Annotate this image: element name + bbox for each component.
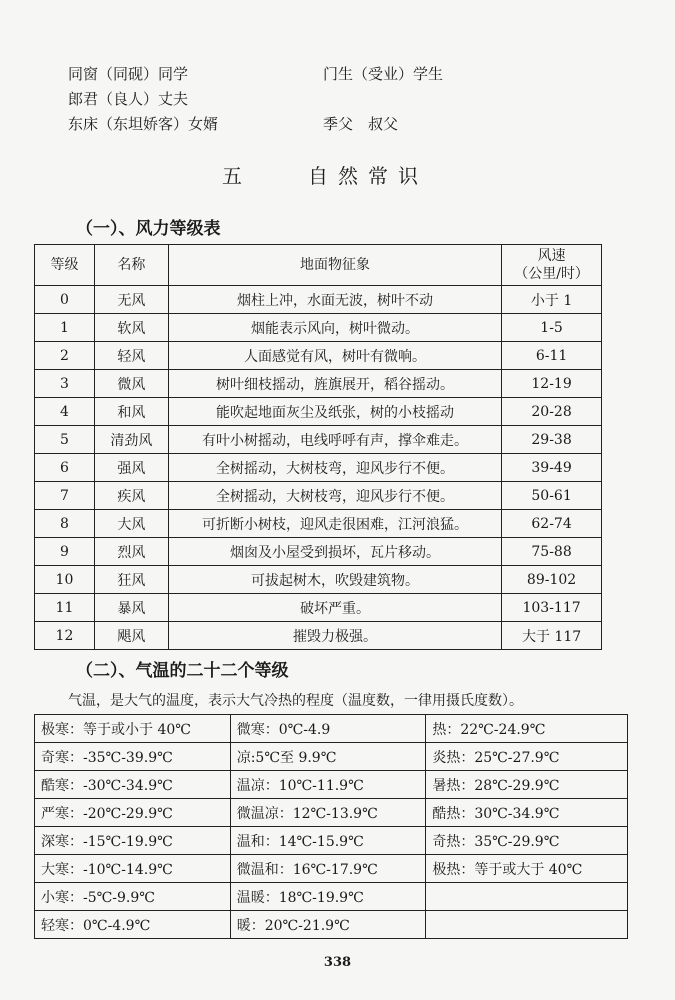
phenomenon-cell: 破坏严重。: [168, 594, 501, 622]
temperature-cell: 炎热：25℃-27.9℃: [426, 743, 628, 771]
phenomenon-cell: 可折断小树枝，迎风走很困难，江河浪猛。: [168, 510, 501, 538]
section-name: 自然常识: [308, 164, 428, 188]
level-cell: 9: [35, 538, 95, 566]
temperature-cell: 酷寒：-30℃-34.9℃: [35, 771, 231, 799]
table-row: [35, 715, 628, 743]
temperature-table: [34, 714, 628, 939]
name-cell: 软风: [94, 314, 168, 342]
table-row: [35, 911, 628, 939]
relation-term: 同窗（同砚）同学: [68, 65, 189, 83]
speed-cell: 12-19: [502, 370, 602, 398]
table-row: [35, 538, 602, 566]
temperature-cell: [426, 883, 628, 911]
table-row: [35, 622, 602, 650]
speed-cell: 62-74: [502, 510, 602, 538]
phenomenon-cell: 可拔起树木，吹毁建筑物。: [168, 566, 501, 594]
name-cell: 轻风: [94, 342, 168, 370]
temperature-cell: 奇寒：-35℃-39.9℃: [35, 743, 231, 771]
temperature-cell: 酷热：30℃-34.9℃: [426, 799, 628, 827]
temperature-heading: （二）、气温的二十二个等级: [76, 661, 289, 681]
speed-cell: 39-49: [502, 454, 602, 482]
table-row: [35, 771, 628, 799]
name-cell: 暴风: [94, 594, 168, 622]
table-row: [35, 342, 602, 370]
name-cell: 狂风: [94, 566, 168, 594]
header-level: 等级: [35, 245, 95, 286]
temperature-cell: 极热：等于或大于 40℃: [426, 855, 628, 883]
table-header-row: [35, 245, 602, 286]
temperature-cell: 温和：14℃-15.9℃: [230, 827, 426, 855]
level-cell: 12: [35, 622, 95, 650]
table-row: [35, 454, 602, 482]
table-row: [35, 510, 602, 538]
name-cell: 微风: [94, 370, 168, 398]
speed-cell: 小于 1: [502, 286, 602, 314]
table-row: [35, 566, 602, 594]
temperature-cell: 温凉：10℃-11.9℃: [230, 771, 426, 799]
temperature-cell: 严寒：-20℃-29.9℃: [35, 799, 231, 827]
wind-scale-table: [34, 244, 602, 650]
table-row: [35, 799, 628, 827]
speed-cell: 1-5: [502, 314, 602, 342]
name-cell: 飓风: [94, 622, 168, 650]
level-cell: 1: [35, 314, 95, 342]
temperature-cell: [426, 911, 628, 939]
temperature-cell: 微寒：0℃-4.9: [230, 715, 426, 743]
speed-cell: 50-61: [502, 482, 602, 510]
name-cell: 清劲风: [94, 426, 168, 454]
temperature-intro: 气温，是大气的温度，表示大气冷热的程度（温度数，一律用摄氏度数）。: [68, 693, 523, 709]
table-row: [35, 855, 628, 883]
page-number: 338: [323, 955, 352, 970]
temperature-cell: 温暖：18℃-19.9℃: [230, 883, 426, 911]
speed-cell: 89-102: [502, 566, 602, 594]
wind-scale-heading: （一）、风力等级表: [76, 219, 221, 239]
relation-row: [68, 112, 588, 137]
temperature-cell: 小寒：-5℃-9.9℃: [35, 883, 231, 911]
level-cell: 2: [35, 342, 95, 370]
speed-cell: 103-117: [502, 594, 602, 622]
temperature-cell: 凉:5℃至 9.9℃: [230, 743, 426, 771]
level-cell: 4: [35, 398, 95, 426]
level-cell: 7: [35, 482, 95, 510]
temperature-cell: 热：22℃-24.9℃: [426, 715, 628, 743]
wind-table-body: [35, 286, 602, 650]
relation-term: 东床（东坦娇客）女婿: [68, 115, 219, 133]
phenomenon-cell: 全树摇动，大树枝弯，迎风步行不便。: [168, 482, 501, 510]
relation-term: 季父 叔父: [323, 115, 399, 133]
table-row: [35, 398, 602, 426]
level-cell: 0: [35, 286, 95, 314]
speed-cell: 75-88: [502, 538, 602, 566]
name-cell: 无风: [94, 286, 168, 314]
level-cell: 8: [35, 510, 95, 538]
speed-cell: 大于 117: [502, 622, 602, 650]
temperature-cell: 微温凉：12℃-13.9℃: [230, 799, 426, 827]
level-cell: 6: [35, 454, 95, 482]
table-row: [35, 743, 628, 771]
relation-row: [68, 87, 588, 112]
speed-cell: 20-28: [502, 398, 602, 426]
table-row: [35, 314, 602, 342]
relation-terms: [68, 62, 588, 137]
temperature-table-body: [35, 715, 628, 939]
phenomenon-cell: 有叶小树摇动，电线呼呼有声，撑伞难走。: [168, 426, 501, 454]
speed-cell: 29-38: [502, 426, 602, 454]
temperature-cell: 深寒：-15℃-19.9℃: [35, 827, 231, 855]
table-row: [35, 883, 628, 911]
level-cell: 10: [35, 566, 95, 594]
phenomenon-cell: 能吹起地面灰尘及纸张，树的小枝摇动: [168, 398, 501, 426]
table-row: [35, 426, 602, 454]
relation-row: [68, 62, 588, 87]
table-row: [35, 286, 602, 314]
header-speed-line1: 风速: [537, 248, 566, 264]
name-cell: 大风: [94, 510, 168, 538]
name-cell: 和风: [94, 398, 168, 426]
level-cell: 3: [35, 370, 95, 398]
relation-term: 门生（受业）学生: [323, 65, 444, 83]
name-cell: 强风: [94, 454, 168, 482]
header-speed: [502, 245, 602, 286]
table-row: [35, 370, 602, 398]
header-speed-line2: （公里/时）: [514, 266, 589, 282]
temperature-cell: 暑热：28℃-29.9℃: [426, 771, 628, 799]
phenomenon-cell: 烟柱上冲，水面无波，树叶不动: [168, 286, 501, 314]
temperature-cell: 微温和：16℃-17.9℃: [230, 855, 426, 883]
name-cell: 烈风: [94, 538, 168, 566]
phenomenon-cell: 烟囱及小屋受到损坏，瓦片移动。: [168, 538, 501, 566]
phenomenon-cell: 树叶细枝摇动，旌旗展开，稻谷摇动。: [168, 370, 501, 398]
header-name: 名称: [94, 245, 168, 286]
speed-cell: 6-11: [502, 342, 602, 370]
table-row: [35, 482, 602, 510]
section-number: 五: [222, 164, 244, 188]
table-row: [35, 827, 628, 855]
phenomenon-cell: 全树摇动，大树枝弯，迎风步行不便。: [168, 454, 501, 482]
relation-term: 郎君（良人）丈夫: [68, 90, 189, 108]
temperature-cell: 轻寒：0℃-4.9℃: [35, 911, 231, 939]
level-cell: 11: [35, 594, 95, 622]
temperature-cell: 大寒：-10℃-14.9℃: [35, 855, 231, 883]
phenomenon-cell: 摧毁力极强。: [168, 622, 501, 650]
name-cell: 疾风: [94, 482, 168, 510]
phenomenon-cell: 人面感觉有风，树叶有微响。: [168, 342, 501, 370]
table-row: [35, 594, 602, 622]
temperature-cell: 极寒：等于或小于 40℃: [35, 715, 231, 743]
header-phenomenon: 地面物征象: [168, 245, 501, 286]
level-cell: 5: [35, 426, 95, 454]
phenomenon-cell: 烟能表示风向，树叶微动。: [168, 314, 501, 342]
temperature-cell: 暖：20℃-21.9℃: [230, 911, 426, 939]
temperature-cell: 奇热：35℃-29.9℃: [426, 827, 628, 855]
